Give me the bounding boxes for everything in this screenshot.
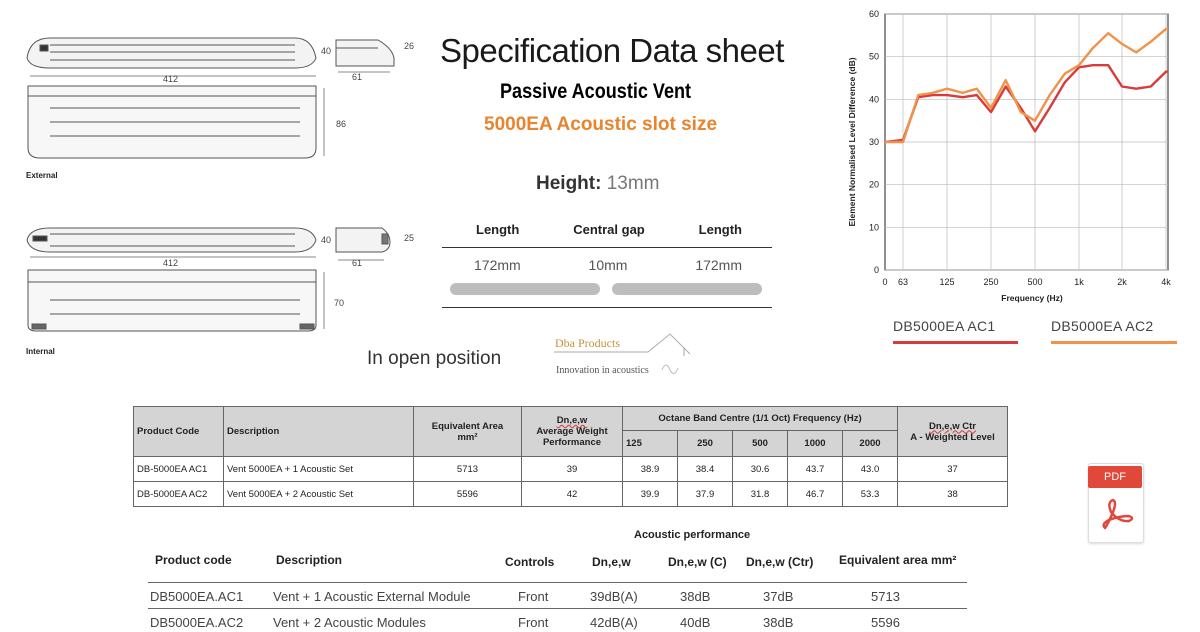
internal-caption: Internal — [26, 347, 55, 356]
int-side-width: 61 — [352, 258, 363, 268]
t2-cell: 42dB(A) — [590, 615, 638, 630]
th-description: Description — [224, 407, 414, 457]
logo-name: Dba Products — [555, 336, 620, 350]
th-band: 500 — [733, 431, 788, 457]
cell-area: 5713 — [414, 457, 522, 482]
int-length: 412 — [163, 258, 179, 268]
chart-x-tick-label: 500 — [1027, 277, 1043, 287]
chart-x-tick-label: 1k — [1074, 277, 1084, 287]
chart-y-tick-label: 60 — [868, 9, 879, 19]
t2-cell: 39dB(A) — [590, 589, 638, 604]
acoustic-chart — [845, 0, 1180, 310]
cell-band: 31.8 — [733, 482, 788, 507]
t2-cell: DB5000EA.AC2 — [150, 615, 244, 630]
dim-header: Length — [476, 222, 520, 237]
external-side-view — [336, 40, 394, 72]
th-octave: Octane Band Centre (1/1 Oct) Frequency (Hz) — [623, 407, 898, 431]
t2-cell: Vent + 2 Acoustic Modules — [273, 615, 426, 630]
chart-y-tick-label: 10 — [868, 222, 879, 233]
t2-header: Dn,e,w (C) — [668, 555, 727, 569]
t2-cell: DB5000EA.AC1 — [150, 589, 244, 604]
chart-x-tick-label: 0 — [882, 277, 888, 287]
th-equiv-area-label: Equivalent Area — [431, 420, 504, 432]
series-line — [885, 29, 1168, 142]
chart-x-label: Frequency (Hz) — [1001, 293, 1063, 303]
dimension-table — [442, 222, 772, 237]
pdf-label: PDF — [1088, 466, 1142, 488]
dim-header: Length — [698, 222, 742, 237]
int-side-height: 40 — [321, 235, 332, 245]
cell-area: 5596 — [414, 482, 522, 507]
th-product-code: Product Code — [134, 407, 224, 457]
ext-length: 412 — [163, 74, 179, 84]
page-title: Specification Data sheet — [440, 32, 784, 69]
cell-band: 39.9 — [623, 482, 678, 507]
length-bar-right — [612, 283, 762, 295]
chart-y-ticks — [869, 9, 879, 275]
t2-cell: 40dB — [680, 615, 711, 630]
cell-band: 43.0 — [843, 457, 898, 482]
legend-ac1-swatch — [893, 341, 1018, 344]
t2-header: Controls — [505, 555, 555, 569]
dim-value: 10mm — [588, 257, 628, 273]
t2-divider — [148, 582, 967, 583]
cell-band: 38.9 — [623, 457, 678, 482]
cell-band: 53.3 — [843, 482, 898, 507]
chart-y-tick-label: 20 — [868, 179, 879, 190]
chart-lines — [885, 29, 1168, 142]
cell-desc: Vent 5000EA + 1 Acoustic Set — [224, 457, 414, 482]
t2-cell: 5596 — [871, 615, 900, 630]
dim-table-divider — [442, 247, 772, 248]
dimension-values — [442, 257, 772, 273]
chart-grid — [885, 14, 1168, 270]
ext-side-width: 61 — [352, 72, 363, 82]
slot-size-subtitle: 5000EA Acoustic slot size — [484, 114, 718, 135]
length-bar-left — [450, 283, 600, 295]
cell-band: 43.7 — [788, 457, 843, 482]
acoustic-performance-title: Acoustic performance — [634, 529, 751, 541]
dim-header: Central gap — [573, 222, 645, 237]
th-ctr — [898, 407, 1008, 457]
legend-ac2: DB5000EA AC2 — [1051, 318, 1154, 334]
chart-x-tick-label: 63 — [897, 277, 909, 287]
int-side-top: 25 — [404, 233, 415, 243]
t2-header: Product code — [155, 553, 232, 567]
th-equiv-area-unit: mm² — [457, 431, 478, 443]
external-front-view — [28, 86, 324, 158]
chart-x-tick-label: 125 — [939, 277, 955, 287]
legend-ac2-swatch — [1051, 341, 1177, 344]
logo-tagline: Innovation in acoustics — [556, 365, 649, 376]
t2-cell: Front — [518, 615, 549, 630]
chart-x-ticks — [882, 277, 1171, 287]
cell-band: 38.4 — [678, 457, 733, 482]
chart-x-tick-label: 250 — [983, 277, 999, 287]
ext-side-top: 26 — [404, 41, 415, 51]
t2-header: Dn,e,w (Ctr) — [746, 555, 814, 569]
t2-cell: 38dB — [680, 589, 711, 604]
th-dnew — [522, 407, 623, 457]
table-row — [134, 482, 1008, 507]
spec-table-octave — [133, 406, 1008, 507]
cell-code: DB-5000EA AC2 — [134, 482, 224, 507]
ext-depth: 86 — [336, 119, 347, 129]
th-equiv-area — [414, 407, 522, 457]
t2-cell: 37dB — [763, 589, 794, 604]
cell-dnew: 42 — [522, 482, 623, 507]
t2-cell: Front — [518, 589, 549, 604]
dim-value: 172mm — [474, 257, 521, 273]
th-ctr-label: Dn,e,w Ctr — [929, 420, 976, 432]
t2-header: Description — [276, 553, 343, 567]
external-caption: External — [26, 171, 58, 180]
cell-band: 37.9 — [678, 482, 733, 507]
series-line — [885, 65, 1168, 142]
t2-cell: Vent + 1 Acoustic External Module — [273, 589, 471, 604]
cell-desc: Vent 5000EA + 2 Acoustic Set — [224, 482, 414, 507]
th-band: 2000 — [843, 431, 898, 457]
t2-header: Equivalent area mm² — [839, 553, 957, 567]
height-value: 13mm — [606, 173, 660, 194]
th-band: 125 — [623, 431, 678, 457]
th-dnew-label: Dn,e,w — [556, 415, 588, 426]
chart-y-tick-label: 50 — [868, 51, 879, 62]
internal-front-view — [28, 270, 324, 331]
cell-band: 30.6 — [733, 457, 788, 482]
t2-header: Dn,e,w — [592, 555, 631, 569]
cell-dnew: 39 — [522, 457, 623, 482]
th-dnew-sub: Average Weight Performance — [536, 426, 608, 448]
ext-side-height: 40 — [321, 46, 332, 56]
dim-value: 172mm — [695, 257, 742, 273]
chart-y-tick-label: 30 — [868, 137, 879, 147]
acrobat-icon — [1097, 494, 1137, 534]
int-depth: 70 — [334, 298, 345, 308]
chart-y-label: Element Normalised Level Difference (dB) — [847, 57, 857, 227]
open-position-caption: In open position — [367, 348, 502, 369]
logo-house-icon — [552, 330, 692, 380]
legend-ac1: DB5000EA AC1 — [893, 318, 996, 334]
cell-band: 46.7 — [788, 482, 843, 507]
table-row — [134, 457, 1008, 482]
product-name: Passive Acoustic Vent — [500, 80, 692, 103]
th-band: 250 — [678, 431, 733, 457]
cell-ctr: 37 — [898, 457, 1008, 482]
internal-side-view — [336, 228, 390, 260]
th-ctr-sub: A - Weighted Level — [910, 431, 995, 443]
t2-cell: 5713 — [871, 589, 900, 604]
chart-y-tick-label: 40 — [868, 94, 879, 105]
chart-x-tick-label: 2k — [1117, 277, 1127, 287]
technical-drawings — [0, 0, 420, 370]
th-band: 1000 — [788, 431, 843, 457]
chart-y-tick-label: 0 — [873, 265, 879, 275]
height-spec — [536, 173, 660, 195]
cell-code: DB-5000EA AC1 — [134, 457, 224, 482]
cell-ctr: 38 — [898, 482, 1008, 507]
t2-cell: 38dB — [763, 615, 794, 630]
height-label: Height: — [536, 173, 602, 194]
chart-x-tick-label: 4k — [1161, 277, 1171, 287]
dim-table-bottom-line — [442, 307, 772, 308]
internal-top-view — [27, 228, 316, 252]
t2-divider — [148, 608, 967, 609]
external-top-view — [27, 38, 316, 68]
